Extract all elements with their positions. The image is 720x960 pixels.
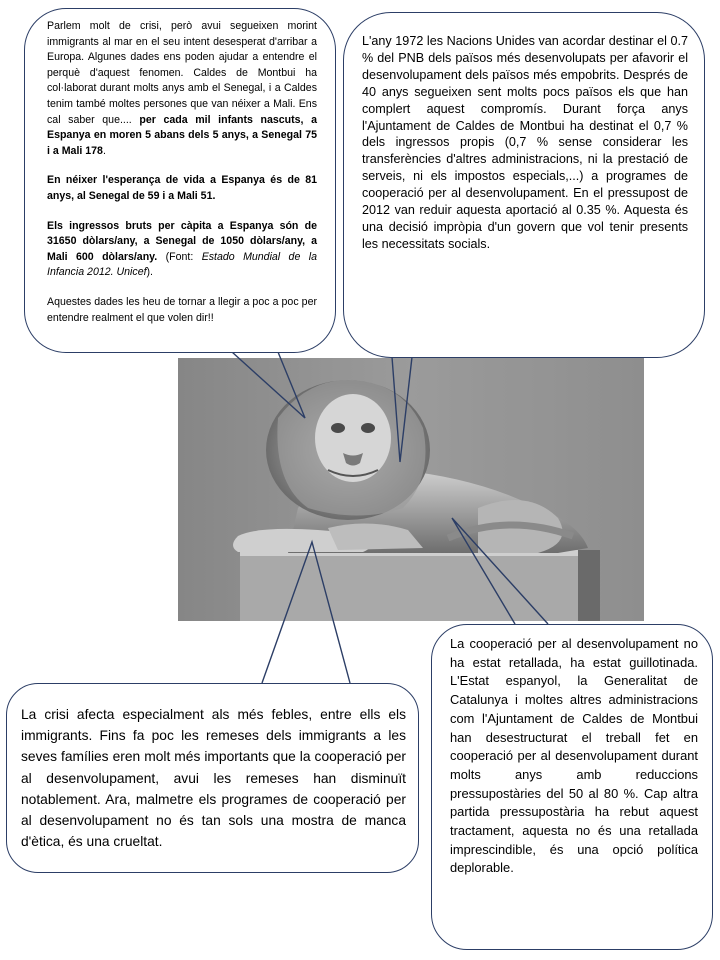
intro-text: Parlem molt de crisi, però avui segueixen morint immigrants al mar en el seu intent desesperat d'arribar a Europa. Algunes dades ens poden ajudar a entendre el perquè d'aquest fenomen. Caldes de Montbui ha col·laborat durant molts anys amb el Senegal, i a Caldes tenim també moltes persones que van néixer a Mali. Ens cal saber que.... xyxy=(47,20,317,126)
source-suffix: ). xyxy=(146,266,154,279)
crisis-text: La crisi afecta especialment als més febles, entre ells els immigrants. Fins fa poc les remeses dels immigrants a les seves famílies eren molt més importants que la cooperació per al desenvolupament, avui les remeses han disminuït notablement. Ara, malmetre els programes de cooperació per al desenvolupament no és tan sols una mostra de manca d'ètica, és una crueltat. xyxy=(21,707,406,850)
speech-bubble-guillotined xyxy=(431,624,713,950)
life-expectancy-paragraph xyxy=(47,173,317,204)
closing-paragraph: Aquestes dades les heu de tornar a llegir a poc a poc per entendre realment el que volen dir!! xyxy=(47,295,317,324)
statistics-paragraph xyxy=(47,19,317,159)
mortality-text: per cada mil infants nascuts, a Espanya en moren 5 abans dels 5 anys, a Senegal 75 i a Mali 178 xyxy=(47,113,317,157)
guillotined-text: La cooperació per al desenvolupament no ha estat retallada, ha estat guillotinada. L'Estat espanyol, la Generalitat de Catalunya i moltes altres administracions com l'Ajuntament de Caldes de Montbui han desestructurat el treball fet en cooperació per al desenvolupament durant molts anys amb reduccions pressupostàries del 50 al 80 %. Cap altra partida pressupostària ha rebut aquest tractament, aquesta no és una retallada imprescindible, és una opció política deplorable. xyxy=(450,636,698,876)
source-prefix: (Font: xyxy=(157,250,202,263)
speech-bubble-un-commitment xyxy=(343,12,705,358)
un-commitment-text: L'any 1972 les Nacions Unides van acordar destinar el 0.7 % del PNB dels països més desenvolupats per afavorir el desenvolupament dels països més empobrits. Després de 40 anys segueixen sent molts pocs països els que han complert aquest compromís. Durant força anys l'Ajuntament de Caldes de Montbui ha destinat el 0,7 % dels ingressos propis (0,7 % sense considerar les transferències d'altres administracions, ni la prestació de serveis, ni els impostos especials,...) a programes de cooperació per al desenvolupament. En el pressupost de 2012 van reduir aquesta aportació al 0.35 %. Aquesta és una decisió impròpia d'un govern que vol tenir presents les necessitats socials. xyxy=(362,34,688,251)
mortality-end: . xyxy=(102,144,106,157)
source-citation: Estado Mundial de la Infancia 2012. Unicef xyxy=(47,250,317,279)
income-paragraph xyxy=(47,219,317,281)
life-expectancy-text: En néixer l'esperança de vida a Espanya és de 81 anys, al Senegal de 59 i a Mali 51. xyxy=(47,174,317,202)
speech-bubble-crisis xyxy=(6,683,419,873)
speech-bubble-statistics xyxy=(24,8,336,353)
income-text: Els ingressos bruts per càpita a Espanya són de 31650 dòlars/any, a Senegal de 1050 dòlars/any, a Mali 600 dòlars/any. xyxy=(47,219,317,263)
